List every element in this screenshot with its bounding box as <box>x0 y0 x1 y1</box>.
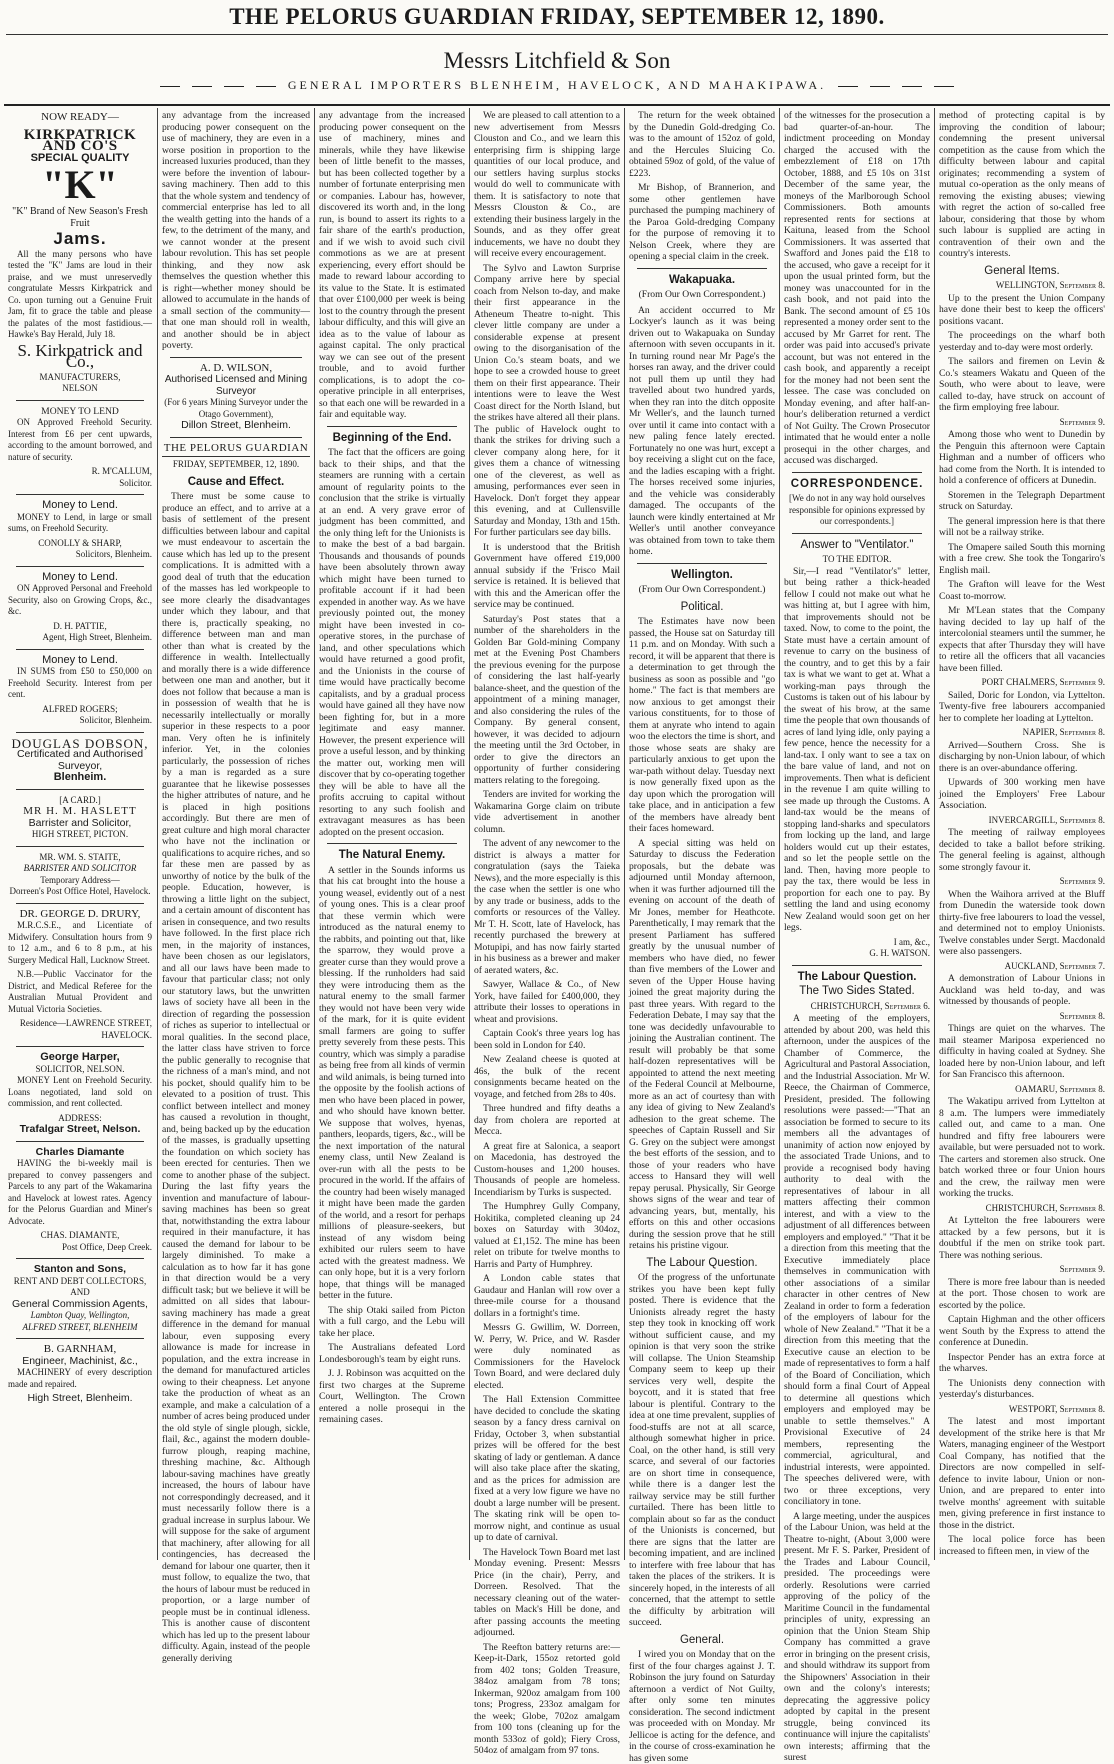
news-item: Captain Cook's three years log has been sold in London for £40. <box>474 1028 620 1051</box>
column-1 <box>8 110 152 1560</box>
disclaimer: [We do not in any way hold ourselves responsible for opinions expressed by our correspondents.] <box>789 493 925 526</box>
article-text: A meeting of the employers, attended by about 200, was held this afternoon, under the auspices of the Chamber of Commerce, the Agricultural and Pastoral Association, and the Industrial Association. Mr W. Reece, the Chairman of Commerce, President, presided. The following resolutions were passed:—"That an association be formed to secure to its members all the advantages of unanimity of action now enjoyed by the associated Trade Unions, and to provide a recognised body having authority to deal with the representatives of labour in all matters affecting their common interest, and with a view to the adjustment of all differences between employers and employed." "That it be a direction from this meeting that the Executive immediately place themselves in communication with other associations of a similar character in other centres of New Zealand in order to form a federation of the employers of labour for the whole of New Zealand." "That it be a direction from this meeting that the Executive cause an election to be made of representatives to form a half of the Board of Conciliation, which should form a final Court of Appeal to determine all questions which employers and employed may be unable to settle themselves." A Provisional Executive of 24 members, representing the commercial, agricultural, and industrial interests, were appointed. The speeches delivered were, with two or three exceptions, very conciliatory in tone. <box>784 1013 931 1507</box>
news-item: Among those who went to Dunedin by the Penguin this afternoon were Captain Highman and a number of officers who had come from the North. It is intended to hold a conference of officers at Dunedin. <box>939 429 1105 486</box>
ad2-role: Solicitors, Blenheim. <box>75 549 152 559</box>
ad11-and: AND <box>70 1287 90 1297</box>
ad5-place: Blenheim. <box>53 771 107 783</box>
news-item: Tenders are invited for working the Wakamarina Gorge claim on tribute vide advertisement in another column. <box>474 789 620 835</box>
correspondent-line: (From Our Own Correspondent.) <box>638 584 766 595</box>
dateline: NAPIER, September 8. <box>1022 727 1105 737</box>
news-item: A London cable states that Gaudaur and Hanlan will row over a three-mile course for a thousand dollars in a fortnight's time. <box>474 1273 620 1319</box>
article-heading: Wakapuaka. <box>668 273 736 286</box>
article-text: A settler in the Sounds informs us that his cat brought into the house a young weasel, evidently out of a nest of young ones. This is a clear proof that these vermin which were introduced as the natural enemy to the rabbits, and pointing out that, like the sparrow, they would prove a greater curse than they would prove a blessing. If the runholders had said they were introducing them as the natural enemy to the small farmer they would not have been very wide of the mark, for it is quite evident small farmers are going to suffer pretty severely from these pests. This country, which was simply a paradise as being free from all kinds of vermin and wild animals, is being turned into the opposite by the foolish actions of men who have been placed in power, and who should have known better. We suppose that wolves, hyenas, panthers, leopards, tigers, &c., will be the next importation of the natural enemy class, until New Zealand is over-run with all the pests to be procured in the world. If the affairs of the country had been wisely managed it might have been made the garden of the world, and a resort for perhaps millions of pleasure-seekers, but instead of any wisdom being exhibited our rulers seem to have acted with the greatest madness. We can only hope, but it is a very forlorn hope, that things will be managed better in the future. <box>319 864 466 1301</box>
news-item: The advent of any newcomer to the district is always a matter for congratulation (says the Taieka News), and the more especially is this the case when the settler is one who by any trade or business, adds to the comforts or resources of the Valley. Mr T. H. Scott, late of Havelock, has recently purchased the brewery at Motupipi, and has now fairly started in his business as a brewer and maker of aerated waters, &c. <box>474 838 620 976</box>
news-item: Sailed, Doric for London, via Lyttelton. Twenty-five free labourers accompanied her to complete her loading at Lyttelton. <box>939 689 1105 724</box>
news-item: The Reefton battery returns are:—Keep-it-Dark, 155oz retorted gold from 402 tons; Golden Treasure, 384oz amalgam from 78 tons; Inkerman, 920oz amalgam from 100 tons; Progress, 233oz amalgam for the week; Globe, 702oz amalgam from 100 tons (cleaning up for the month 533oz of gold); Fiery Cross, 504oz of amalgam from 97 tons. <box>474 1641 620 1756</box>
ad-wilson-title: Authorised Licensed and Mining Surveyor <box>164 374 308 397</box>
ad-now-ready: NOW READY— <box>41 111 119 123</box>
ad12-name: B. GARNHAM, <box>43 1343 117 1355</box>
article-subheading: General. <box>679 1633 725 1646</box>
ad10-name: Charles Diamante <box>35 1145 125 1158</box>
news-item: Messrs G. Gwillim, W. Dorreen, W. Perry, W. Price, and W. Rasder were duly nominated as Commissioners for the Havelock Town Board, and were declared duly elected. <box>474 1322 620 1391</box>
ad7-office: Temporary Address— <box>40 874 120 885</box>
article-text: The ship Otaki sailed from Picton with a full cargo, and the Lebu will take her place. <box>319 1304 465 1339</box>
column-rule <box>779 108 780 1560</box>
ad12-title: Engineer, Machinist, &c., <box>22 1354 138 1367</box>
ad-manufacturers: MANUFACTURERS, <box>39 371 121 382</box>
to-editor: TO THE EDITOR. <box>822 554 892 564</box>
ad7-addr: Dorreen's Post Office Hotel, Havelock. <box>9 886 151 896</box>
dateline: CHRISTCHURCH, September 6. <box>810 1000 930 1011</box>
column-3 <box>319 110 465 1560</box>
ad8-body: M.R.C.S.E., and Licentiate of Midwifery. Consultation hours from 9 to 12 a.m., and 6 to 8 p.m., at his Surgery Medical Hall, Lucknow Street. <box>8 920 152 965</box>
news-item: Things are quiet on the wharves. The mail steamer Mariposa experienced no difficulty in having coaled at Sydney. She loaded here by non-Union labour, and left for San Francisco this afternoon. <box>939 1023 1105 1080</box>
dateline: September 9. <box>1059 1264 1105 1274</box>
ad9-body: MONEY Lent on Freehold Security. Loans negotiated, land sold on commission, and rent collected. <box>8 1075 152 1108</box>
article-text: The fact that the officers are going back to their ships, and that the steamers are running with a certain amount of regularity points to the conclusion that the strike is virtually at an end. A very grave error of judgment has been committed, and the only thing left for the Unionists is to make the best of a bad bargain. Thousands and thousands of pounds have been absolutely thrown away which might have been turned to profitable account if it had been expended in another way. As we have previously pointed out, the money might have been invested in co-operative stores, in the purchase of land, and other speculations which would have returned a good profit, and the Unionists in the course of time would have practically become capitalists, and by a gradual process would have gained all they have now been fighting for, but in a more legitimate and easy manner. However, the present experience will prove a useful lesson, and by thinking the matter out, working men will discover that by co-operating together they will be able to have all the profits accruing to capital without resorting to any such foolish and extravagant measures as has been adopted on the present occasion. <box>319 447 465 838</box>
article-subheading: The Two Sides Stated. <box>799 985 915 997</box>
paper-name: THE PELORUS GUARDIAN <box>163 441 309 454</box>
ad4-name: ALFRED ROGERS; <box>42 703 118 714</box>
ad12-addr: High Street, Blenheim. <box>27 1392 133 1404</box>
ad1-name: R. M'CALLUM, <box>91 466 152 476</box>
news-item: Mr Bishop, of Brannerion, and some other gentlemen have purchased the pumping machinery of the Paroa Gold-dredging Company for the purpose of removing it to Nelson Creek, where they are opening a special claim in the creek. <box>629 182 775 262</box>
ad-k: "K" <box>42 162 118 207</box>
ad4-role: Solicitor, Blenheim. <box>79 715 152 725</box>
ad4-body: IN SUMS from £50 to £50,000 on Freehold Security. Interest from per cent. <box>8 666 152 699</box>
dateline: AUCKLAND, September 7. <box>1004 960 1105 971</box>
news-item: The Grafton will leave for the West Coast to-morrow. <box>939 579 1105 602</box>
article-text: J. J. Robinson was acquitted on the first two charges at the Supreme Court, Wellington. The Crown entered a nolle prosequi in the remaining cases. <box>319 1368 465 1425</box>
news-item: Arrived—Southern Cross. She is discharging by non-Union labour, of which there is an over-abundance offering. <box>939 739 1105 774</box>
news-item: Upwards of 300 working men have joined the Employers' Free Labour Association. <box>939 777 1105 811</box>
masthead <box>0 0 1114 40</box>
column-2 <box>162 110 310 1664</box>
news-item: The general impression here is that there will not be a railway strike. <box>939 515 1105 538</box>
ad-jams: Jams. <box>53 229 107 248</box>
ad1-body: ON Approved Freehold Security. Interest from £6 per cent upwards, according to the amount borrowed, and nature of security. <box>8 417 152 462</box>
article-heading: Cause and Effect. <box>187 475 285 488</box>
article-text: The Australians defeated Lord Londesborough's team by eight runs. <box>319 1342 465 1365</box>
news-item: Saturday's Post states that a number of the shareholders in the Golden Bar Gold-mining Company met at the Evening Post Chambers the previous evening for the purpose of considering the last half-yearly balance-sheet, and the question of the appointment of a mining manager, and also considering the rules of the Company. By general consent, however, it was decided to adjourn the meeting until the 3rd October, in order to give the directors an opportunity of further considering matters relating to the foregoing. <box>474 613 620 786</box>
ad8-name: DR. GEORGE D. DRURY, <box>19 907 141 920</box>
dateline: September 9. <box>1059 876 1105 886</box>
news-item: We are pleased to call attention to a new advertisement from Messrs Clouston and Co., and we learn this enterprising firm is shipping large quantities of our local produce, and our settlers having surplus stocks would do well to communicate with them. It is satisfactory to note that Messrs Clouston & Co., are extending their business largely in the Sounds, and as they offer great inducements, we have no doubt they will receive every encouragement. <box>474 110 620 259</box>
dateline: September 8. <box>1059 1010 1105 1021</box>
column-4 <box>474 110 620 1756</box>
ad11-title2: General Commission Agents, <box>12 1297 148 1310</box>
news-item: There is more free labour than is needed at the port. Those chosen to work are escorted by the police. <box>939 1276 1105 1311</box>
article-heading: The Labour Question. <box>797 970 917 983</box>
ad9-title: SOLICITOR, NELSON. <box>35 1063 125 1074</box>
article-heading: The Natural Enemy. <box>338 849 446 861</box>
ad3-name: D. H. PATTIE, <box>53 620 107 631</box>
ad-testimonial: All the many persons who have tested the "K" Jams are loud in their praise, and we must unreservedly congratulate Messrs Kirkpatrick and Co. upon turning out a Genuine Fruit Jam, fit to grace the table and please the palates of the most fastidious.—Hawke's Bay Herald, July 18. <box>8 248 152 339</box>
article-heading: General Items. <box>984 264 1060 277</box>
news-item: Up to the present the Union Company have done their best to keep the officers' positions vacant. <box>939 292 1105 327</box>
news-item: The Omapere sailed South this morning with a free crew. She took the Tongariro's English mail. <box>939 541 1105 576</box>
ad-k-brand: "K" Brand of New Season's Fresh Fruit <box>12 206 148 229</box>
article-text: There must be some cause to produce an effect, and to arrive at a basis of settlement of the present difficulties between labour and capital we must endeavour to ascertain the cause which has led up to the present complications. It is admitted with a good deal of truth that the education of the masses has led workpeople to see more clearly the disadvantages under which they labour, and that there is, practically speaking, no difference between man and man other than what is created by the difference in wealth. Intellectually and morally there is a wide difference between one man and another, but it does not follow that because a man is in possession of wealth that he is necessarily intellectually or morally superior in these respects to a poor man. Very often he is infinitely inferior. Yet, in the colonies particularly, the possession of riches by a man is regarded as a sure guarantee that he likewise possesses the higher attributes of nature, and he is placed in high positions accordingly. But there are men of great culture and high moral character who have not the inclination or qualifications to acquire riches, and so far these men are passed by as unworthy of notice by the bulk of the people. Education, however, is throwing a little light on the subject, and a certain amount of discontent has arisen in consequence, and two results have followed. In the first place rich men, in the majority of instances, have been chosen as our legislators, and all our laws have been made to favour that particular class; not only our statutory laws, but the unwritten laws of society have all been in the direction of regarding the possession of riches as superior to intellectual or moral qualities. In the second place, the latter class have striven to force the public generally to recognise that the richness of a man's mind, and not his pocket, should qualify him to be elevated to a position of trust. This conflict between intellect and money has caused a revolution in thought, and, being backed up by the education of the masses, is gradually upsetting the foundation on which society has been erected for centuries. Then we come to another phase of the subject. During the last fifty years the invention and manufacture of labour-saving machines has been so great that, notwithstanding the extra labour required in their manufacture, it has caused the demand for labour to be largely diminished. To make a calculation as to how far it has gone in that direction would be a very difficult task; but we believe it will be admitted on all sides that labour-saving machinery has made a great difference in the demand for manual labour, even supposing every allowance is made for increase in population, and the extra increase in the demand for manufactured articles owing to their cheapness. Let anyone take the production of wheat as an example, and make a calculation of a number of acres being produced under the old style of single plough, sickle, flail, &c., against the modern double-furrow plough, reaping machine, threshing machine, &c. Although labour-saving machines have greatly increased, the hours of labour have not correspondingly decreased, and it must necessarily follow there is a gradual increase in surplus labour. We will suppose for the sake of argument that machinery, after allowing for all contingencies, has decreased the demand for labour one quarter, then it must follow, to equalize the two, that the hours of labour must be reduced in proportion, or a large number of people must be in continual idleness. This is another cause of discontent which has led up to the present labour difficulty. Again, instead of the people generally deriving <box>162 491 310 1664</box>
article-heading: Wellington. <box>671 568 733 581</box>
top-rule <box>4 104 1110 106</box>
banner-firm: Messrs Litchfield & Son <box>443 48 671 73</box>
news-item: Storemen in the Telegraph Department struck on Saturday. <box>939 489 1105 512</box>
news-item: Inspector Pender has an extra force at the wharves. <box>939 1351 1105 1374</box>
ad-kirkpatrick-firm: S. Kirkpatrick and Co., <box>17 340 143 371</box>
ad9-addr: Trafalgar Street, Nelson. <box>19 1123 141 1135</box>
ad7-name: MR. WM. S. STAITE, <box>39 851 121 862</box>
news-item: New Zealand cheese is quoted at 46s, the bulk of the recent consignments became heated on the voyage, and fetched from 28s to 40s. <box>474 1054 620 1100</box>
ad11-addr2: ALFRED STREET, BLENHEIM <box>22 1321 138 1332</box>
article-heading: CORRESPONDENCE. <box>790 477 924 490</box>
news-item: The local police force has been increased to fifteen men, in view of the <box>939 1534 1105 1557</box>
ad11-name: Stanton and Sons, <box>33 1263 127 1275</box>
news-item: Sawyer, Wallace & Co., of New York, have failed for £400,000, they attribute their losses to operations in wheat and provisions. <box>474 979 620 1025</box>
ad3-body: ON Approved Personal and Freehold Security, also on Growing Crops, &c., &c. <box>8 583 152 616</box>
ad-special: SPECIAL QUALITY <box>30 151 130 164</box>
article-text: A large meeting, under the auspices of the Labour Union, was held at the Theatre to-night, (About 3,000 were present. Mr F. S. Parker, President of the Trades and Labour Council, presided. The proceedings were orderly. Resolutions were carried approving of the policy of the Maritime Council in the fundamental principles of unity, expressing an opinion that the Union Steam Ship Company has committed a grave error in bringing on the present crisis, and should withdraw its support from the Shipowners' Association in their own and the colony's interests; deprecating the aggressive policy adopted by capital in the present struggle, being convinced its continuance will injure the capitalists' own interests; affirming that the surest <box>784 1510 930 1763</box>
dateline: WELLINGTON, September 8. <box>995 280 1105 290</box>
ad10-body: HAVING the bi-weekly mail is prepared to convey passengers and Parcels to any part of the Wakamarina and Havelock at lowest rates. Agency for the Pelorus Guardian and Miner's Advocate. <box>8 1158 152 1226</box>
ad10-sig: CHAS. DIAMANTE, <box>40 1230 120 1240</box>
ad10-place: Post Office, Deep Creek. <box>61 1241 152 1252</box>
news-item: The Sylvo and Lawton Surprise Company arrive here by special coach from Nelson to-day, and make their first appearance in the Atheneum Theatre to-night. This clever little company are under a considerable expense at present owing to the disorganisation of the Union Co.'s steam boats, and we hope to see a crowded house to greet them on their first appearance. Their intentions were to leave the West Coast direct for the North Island, but the strikes have altered all their plans. The public of Havelock ought to thank the strikes for driving such a clever company along here, for it gives them a chance of witnessing one of the cleverest, as well as amusing, performances ever seen in Havelock. Don't forget they appear this evening, and at Cullensville Saturday and Monday, 13th and 15th. For further particulars see day bills. <box>474 262 620 538</box>
dateline: CHRISTCHURCH, September 8. <box>985 1202 1105 1213</box>
ad8-nb: N.B.—Public Vaccinator for the District, and Medical Referee for the Australian Mutual Provident and Mutual Victoria Societies. <box>8 969 152 1014</box>
ad2-body: MONEY to Lend, in large or small sums, on Freehold Security. <box>8 511 152 533</box>
letter-sign: I am, &c., <box>893 936 930 947</box>
ad4-title: Money to Lend. <box>42 653 118 666</box>
ad5-title: Certificated and Authorised Surveyor, <box>16 748 144 772</box>
ad8-res: Residence—LAWRENCE STREET, HAVELOCK. <box>19 1018 152 1040</box>
banner-trade: GENERAL IMPORTERS BLENHEIM, HAVELOCK, AND MAHAKIPAWA. <box>287 78 827 92</box>
ad3-role: Agent, High Street, Blenheim. <box>42 632 152 642</box>
dateline: WESTPORT, September 8. <box>1008 1403 1105 1414</box>
news-item: Captain Highman and the other officers went South by the Express to attend the conference at Dunedin. <box>939 1314 1105 1348</box>
news-item: The proceedings on the wharf both yesterday and to-day were most orderly. <box>939 330 1105 353</box>
article-heading: Beginning of the End. <box>332 431 452 444</box>
ad1-title: MONEY TO LEND <box>41 405 119 417</box>
news-item: It is understood that the British Government have offered £19,000 annual subsidy if the 'Frisco Mail service is retained. It is believed that with this and the American offer the service may be continued. <box>474 541 620 610</box>
article-text: of the witnesses for the prosecution a bad quarter-of-an-hour. The indictment proceeding on Monday charged the accused with the embezzlement of £18 on 17th October, 1888, and £5 10s on 31st December of the same year, the moneys of the Marlborough School Commissioners. Both amounts represented rents for sections at Kaituna, leased from the School Commissioners. It was asserted that Swafford and Jones paid the £18 to the accused, who gave a receipt for it upon the usual printed form, but the money was unaccounted for in the cash book, and not paid into the Bank. The second amount of £5 10s represented a money order sent to the accused by Mr Garret for rent. The order was paid into accused's private account, but was not entered in the cash book, and apparently a receipt for the money had not been sent the lessee. The case was concluded on Monday evening, and after half-an-hour's deliberation returned a verdict of Not Guilty. The Crown Prosecutor intimated that he would enter a nolle prosequi in the other charges, and accused was discharged. <box>784 110 930 466</box>
news-item: Three hundred and fifty deaths a day from cholera are reported at Mecca. <box>474 1103 620 1137</box>
ad-nelson: NELSON <box>62 383 98 393</box>
ad11-title: RENT AND DEBT COLLECTORS, <box>13 1275 147 1286</box>
ad-wilson-note: (For 6 years Mining Surveyor under the Otago Government), <box>164 397 308 419</box>
ad6-place: HIGH STREET, PICTON. <box>31 829 129 839</box>
article-text: method of protecting capital is by improving the condition of labour; condemning the present universal competition as the cause from which the difficulty between labour and capital originates; recommending a system of mutual co-operation as the only means of removing the existing abuses; viewing with regret the action of so-called free labour, considering that those by whom such labour is supplied are acting in contravention of their own and the country's interests. <box>939 110 1105 259</box>
ad5-name: DOUGLAS DOBSON, <box>11 735 149 751</box>
column-rule <box>624 108 625 1560</box>
ad1-role: Solicitor. <box>119 477 152 488</box>
article-text: I wired you on Monday that on the first of the four charges against J. T. Robinson the jury found on Saturday afternoon a verdict of Not Guilty, after only some ten minutes consideration. The second indictment was proceeded with on Monday. Mr Jellicoe is acting for the defence, and in the course of cross-examination he has given some <box>629 1649 775 1764</box>
article-heading: Answer to "Ventilator." <box>800 538 914 551</box>
dateline: INVERCARGILL, September 8. <box>988 814 1105 825</box>
paper-date: FRIDAY, SEPTEMBER, 12, 1890. <box>172 459 300 469</box>
ad-brand: KIRKPATRICK AND CO'S <box>23 126 137 154</box>
dateline: OAMARU, September 8. <box>1015 1083 1105 1094</box>
ad2-name: CONOLLY & SHARP, <box>38 537 122 548</box>
news-item: The Havelock Town Board met last Monday evening. Present: Messrs Price (in the chair), Perry, and Dorreen. Resolved. That the necessary cleaning out of the water-tables on Mack's Hill be done, and after passing accounts the meeting adjourned. <box>474 1546 620 1638</box>
banner-advert <box>0 42 1114 102</box>
news-item: A great fire at Salonica, a seaport on Macedonia, has destroyed the Custom-houses and 1,200 houses. Thousands of people are homeless. Incendiarism by Turks is suspected. <box>474 1140 620 1198</box>
news-item: The Hall Extension Committee have decided to conclude the skating season by a fancy dress carnival on Friday, October 3, when substantial prizes will be offered for the best skating of lady or gentleman. A dance will also take place after the skating, and as the prices for admission are fixed at a very low figure we have no doubt a large number will be present. The skating rink will be open to-morrow night, and continue as usual up to date of carnival. <box>474 1394 620 1543</box>
correspondent-line: (From Our Own Correspondent.) <box>638 289 766 300</box>
column-rule <box>469 108 470 1560</box>
article-text: A special sitting was held on Saturday to discuss the Federation proposals, but the debate was adjourned until Monday afternoon, when it was further adjourned till the evening on account of the death of Mr Jones, member for Heathcote. Parenthetically, I may remark that the present Parliament has suffered greatly by the unusual number of members who have died, no fewer than five members of the Lower and seven of the Upper House having joined the great majority during the past three years. With regard to the Federation Debate, I may say that the tone was decidedly unfavourable to joining the Australian continent. The result will probably be that some half-dozen representatives will be appointed to attend the next meeting of the Federal Council at Melbourne, more as an act of courtesy than with any idea of giving to New Zealand's adhesion to the great scheme. The speeches of Captain Russell and Sir G. Grey on the subject were amongst the best efforts of the session, and to those of your readers who have access to Hansard they will well repay perusal. Physically, Sir George shows signs of the wear and tear of advancing years, but, mentally, his efforts on this and other occasions during the session prove that he still retains his pristine vigour. <box>629 837 775 1251</box>
ad6-name: MR H. M. HASLETT <box>23 805 137 817</box>
letter-signature: G. H. WATSON. <box>869 948 930 958</box>
article-subheading: Political. <box>680 600 724 613</box>
news-item: A demonstration of Labour Unions in Auckland was held to-day, and was witnessed by thousands of people. <box>939 973 1105 1007</box>
news-item: The Wakatipu arrived from Lyttelton at 8 a.m. The lumpers were immediately called out, and came to a man. One hundred and fifty free labourers were available, but were persuaded not to work. The carters and storemen also struck. One batch worked three or four Union hours and the crew, the railway men were working the trucks. <box>939 1096 1105 1199</box>
ad9-addr-label: ADDRESS: <box>58 1112 102 1123</box>
masthead-rule <box>6 34 1108 35</box>
column-rule <box>934 108 935 1560</box>
ad9-name: George Harper, <box>40 1051 120 1063</box>
news-item: The meeting of railway employees decided to take a ballot before striking. The general feeling is against, although some strongly favour it. <box>939 827 1105 873</box>
dateline: PORT CHALMERS, September 9. <box>981 677 1105 687</box>
column-rule <box>157 108 158 1560</box>
article-text: any advantage from the increased producing power consequent on the use of machinery, mines and minerals, while they have likewise been of little benefit to the masses, but has been collected together by a number of fortunate enterprising men or companies. Labour has, however, discovered its worth and, in the long run, is bound to assert its rights to a fair share of the earth's production, and if we wish to avoid such civil commotions as we are at present experiencing, every effort should be made to reward labour according to its value to the State. It is estimated that over £100,000 per week is being lost to the country through the present labour difficulty, and this will give an idea as to the value of labour as against capital. The only practical way we can see out of the present trouble, and to avoid further complications, is to adopt the co-operative principle in all enterprises, so that each one will be rewarded in a fair and equitable way. <box>319 110 466 420</box>
ad7-title: BARRISTER AND SOLICITOR <box>23 863 137 873</box>
news-item: The latest and most important development of the strike here is that Mr Waters, managing engineer of the Westport Coal Company, has notified that the Directors are now compelled in self-defence to invite labour, Union or non-Union, and are prepared to enter into twelve months' agreement with suitable men, giving preference in first instance to those in the district. <box>939 1416 1105 1531</box>
column-6 <box>784 110 931 1763</box>
ad2-title: Money to Lend. <box>42 499 118 511</box>
article-text: Of the progress of the unfortunate strikes you have been kept fully posted. There is evidence that the Unionists already regret the hasty step they took in knocking off work without sufficient cause, and my opinion is that very soon the strike will collapse. The Union Steamship Company seem to keep up their services very well, despite the boycott, and it is stated that free labour is plentiful. Contrary to the idea at one time prevalent, supplies of food-stuffs are not at all scarce, although somewhat higher in price. Coal, on the other hand, is still very scarce, and several of our factories are on short time in consequence, while there is a danger lest the railway service may be still further curtailed. There has been little to complain about so far as the conduct of the Unionists is concerned, but there are signs that the latter are becoming impatient, and are inclined to interfere with free labour that has taken the places of the strikers. It is sincerely hoped, in the interests of all concerned, that the attempt to settle the difficulty by arbitration will succeed. <box>629 1272 775 1628</box>
letter-text: Sir,—I read "Ventilator's" letter, but being rather a thick-headed fellow I could not make out what he was hitting at, but I agree with him, that improvements should not be taxed. Now, to come to the point, the State must have a certain amount of revenue to carry on the business of the country, and to get this by a fair tax is what we want to get at. What a working-man pays through the Customs is taken out of his labour by the sweat of his brow, at the same time the people that own thousands of acres of land lying idle, only paying a few pence, hence the necessity for a land-tax. I only want to see a tax on the bare value of land, and not on improvements. Then what is deficient in the revenue I am quite willing to see made up through the Customs. A land-tax would be the means of stopping land-sharks and speculators from locking up the land, and large holders would cut up their estates, and so let the people settle on the land. Then, having more people to pay the tax, there would be less in proportion for each one to pay. By settling the land and using economy New Zealand would soon get on her legs. <box>784 565 931 933</box>
ad12-body: MACHINERY of every description made and repaired. <box>8 1367 152 1389</box>
column-7 <box>939 110 1105 1560</box>
ad-wilson-addr: Dillon Street, Blenheim. <box>181 419 291 431</box>
article-text: An accident occurred to Mr Lockyer's launch as it was being driven out to Wakapuaka on Sunday afternoon with seven occupants in it. In turning round near Mr Page's the horses ran away, and the driver could not pull them up until they had travelled about two hundred yards, when they ran into the ditch opposite Mr Weller's, and the launch turned over until it came into contact with a new paling fence lately erected. Fortunately no one was hurt, except a boy receiving a slight cut on the face, and the ladies escaping with a fright. The horses received some injuries, and the vehicle was considerably damaged. The occupants of the launch were kindly entertained at Mr Weller's until another conveyance was obtained from town to take them home. <box>629 304 775 557</box>
news-item: The Unionists deny connection with yesterday's disturbances. <box>939 1377 1105 1400</box>
news-item: Mr M'Lean states that the Company having decided to lay up half of the intercolonial steamers until the summer, he expects that after Thursday they will have to retire all the officers that all vacancies have been filled. <box>939 605 1105 674</box>
news-item: When the Waihora arrived at the Bluff from Dunedin the waterside took down thirty-five free labourers to load the vessel, and determined not to employ Unionists. Twelve constables under Sergt. Macdonald were also passengers. <box>939 888 1105 957</box>
masthead-title: THE PELORUS GUARDIAN FRIDAY, SEPTEMBER 12, 1890. <box>229 4 885 29</box>
ad3-title: Money to Lend. <box>42 570 118 583</box>
article-text: The Estimates have now been passed, the House sat on Saturday till 11 p.m. and on Monday. With such a record, it will be apparent that there is a determination to get through the business as soon as possible and "go home." The fact is that members are now anxious to get amongst their various constituents, for to those of them at anyrate who intend to again woo the electors the time is short, and those whose seats are shaky are particularly anxious to get upon the war-path without delay. Tuesday next is now generally fixed upon as the day upon which the prorogation will take place, and in anticipation a few of the members have already bent their faces homeward. <box>629 616 775 834</box>
news-item: The Humphrey Gully Company, Hokitika, completed cleaning up 24 boxes on Saturday with 304oz, valued at £1,152. The mine has been relet on tribute for twelve months to Harris and Party of Humphrey. <box>474 1201 620 1270</box>
news-item: The sailors and firemen on Levin & Co.'s steamers Wakatu and Queen of the South, who were about to leave, were called to-day, have struck on account of the firm employing free labour. <box>939 356 1105 413</box>
article-text: any advantage from the increased producing power consequent on the use of machinery, they are even in a worse position in proportion to the increased luxuries produced, than they were before the invention of labour-saving machinery. Then add to this that the whole system and tendency of commercial enterprise has led to all the wealth getting into the hands of a few, to the detriment of the many, and we cannot wonder at the present labour revolution. This has set people thinking, and they now ask themselves the question whether this is right—whether money should be allowed to accumulate in the hands of a small section of the community—that one man should roll in wealth, and another should be in abject poverty. <box>162 110 310 351</box>
column-rule <box>314 108 315 1560</box>
banner-trade-line <box>0 78 1114 93</box>
article-subheading: The Labour Question. <box>646 1256 758 1269</box>
ad6-title: Barrister and Solicitor, <box>28 816 132 829</box>
dateline: September 9. <box>1059 416 1105 427</box>
news-item: The return for the week obtained by the Dunedin Gold-dredging Co. was to the amount of 152oz of gold, and the Hercules Sluicing Co. obtained 59oz of gold, of the value of £223. <box>629 110 775 179</box>
news-item: At Lyttelton the free labourers were attacked by a few persons, but it is doubtful if the men on strike took part. There was nothing serious. <box>939 1215 1105 1261</box>
ad6-card: [A CARD.] <box>59 794 101 805</box>
ad-wilson-name: A. D. WILSON, <box>199 361 273 374</box>
column-5 <box>629 110 775 1764</box>
ad11-addr1: Lambton Quay, Wellington, <box>30 1310 130 1320</box>
